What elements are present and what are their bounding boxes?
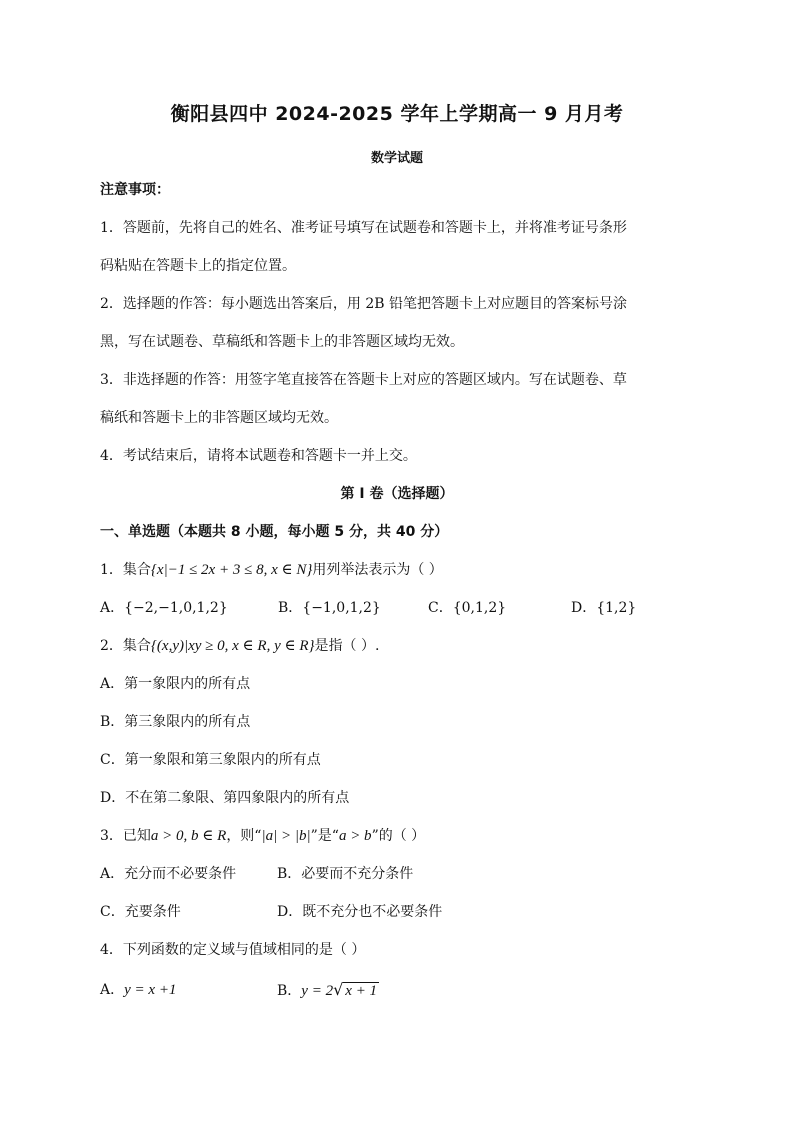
page-subtitle: 数学试题 (370, 151, 423, 166)
notice-line: 4．考试结束后，请将本试题卷和答题卡一并上交。 (100, 448, 417, 464)
question-3-math-2: |a| > |b| (261, 828, 311, 844)
question-3-option-c: C．充要条件 (100, 904, 181, 920)
question-4-option-b-radicand: x + 1 (345, 983, 378, 999)
notice-heading: 注意事项： (100, 182, 170, 198)
notice-line: 稿纸和答题卡上的非答题区域均无效。 (100, 410, 338, 426)
page-title: 衡阳县四中 2024-2025 学年上学期高一 9 月月考 (170, 103, 624, 125)
notice-line: 黑，写在试题卷、草稿纸和答题卡上的非答题区域均无效。 (100, 334, 464, 350)
question-4-option-b-math: y = 2 (301, 983, 334, 999)
question-3-option-d: D．既不充分也不必要条件 (277, 904, 443, 920)
question-4-option-a-label: A． (100, 982, 125, 998)
question-1-suffix: 用列举法表示为（ ） (312, 562, 443, 578)
question-3-option-b: B．必要而不充分条件 (277, 866, 414, 882)
question-1-prefix: 1．集合 (100, 562, 151, 578)
notice-line: 1．答题前，先将自己的姓名、准考证号填写在试题卷和答题卡上，并将准考证号条形 (100, 220, 627, 236)
question-3-mid-2: ”是“ (310, 828, 339, 844)
question-3-math-3: a > b (338, 828, 372, 844)
question-2-option-a: A．第一象限内的所有点 (100, 676, 251, 692)
question-2-suffix: 是指（ ）. (314, 638, 380, 654)
question-1-math: {x|−1 ≤ 2x + 3 ≤ 8, x ∈ N} (150, 562, 313, 578)
section-heading: 一、单选题（本题共 8 小题，每小题 5 分，共 40 分） (100, 524, 449, 540)
notice-line: 3．非选择题的作答：用签字笔直接答在答题卡上对应的答题区域内。写在试题卷、草 (100, 372, 627, 388)
question-2 (100, 636, 700, 656)
question-3 (100, 826, 700, 846)
question-1 (100, 560, 700, 580)
question-1-option-c: C．{0,1,2} (428, 600, 507, 616)
question-1-option-b: B．{−1,0,1,2} (278, 600, 381, 616)
question-3-suffix: ”的（ ） (371, 828, 426, 844)
question-2-math: {(x,y)|xy ≥ 0, x ∈ R, y ∈ R} (150, 638, 315, 654)
question-2-option-d: D．不在第二象限、第四象限内的所有点 (100, 790, 350, 806)
sqrt-icon: √ (333, 980, 344, 999)
question-2-option-b: B．第三象限内的所有点 (100, 714, 251, 730)
question-4-option-a-math: y = x +1 (124, 982, 177, 998)
question-2-option-c: C．第一象限和第三象限内的所有点 (100, 752, 321, 768)
question-4-option-a (100, 980, 176, 1000)
question-3-math: a > 0, b ∈ R (150, 828, 227, 844)
notice-line: 2．选择题的作答：每小题选出答案后，用 2B 铅笔把答题卡上对应题目的答案标号涂 (100, 296, 628, 312)
part-title: 第 I 卷（选择题） (340, 486, 454, 502)
question-2-prefix: 2．集合 (100, 638, 151, 654)
question-3-prefix: 3．已知 (100, 828, 151, 844)
question-4-option-b (277, 980, 379, 1001)
notice-line: 码粘贴在答题卡上的指定位置。 (100, 258, 296, 274)
question-3-mid: ，则“ (226, 828, 262, 844)
question-1-option-a: A．{−2,−1,0,1,2} (100, 600, 228, 616)
question-4: 4．下列函数的定义域与值域相同的是（ ） (100, 942, 366, 958)
question-3-option-a: A．充分而不必要条件 (100, 866, 237, 882)
question-4-option-b-label: B． (277, 983, 302, 999)
question-1-option-d: D．{1,2} (571, 600, 637, 616)
